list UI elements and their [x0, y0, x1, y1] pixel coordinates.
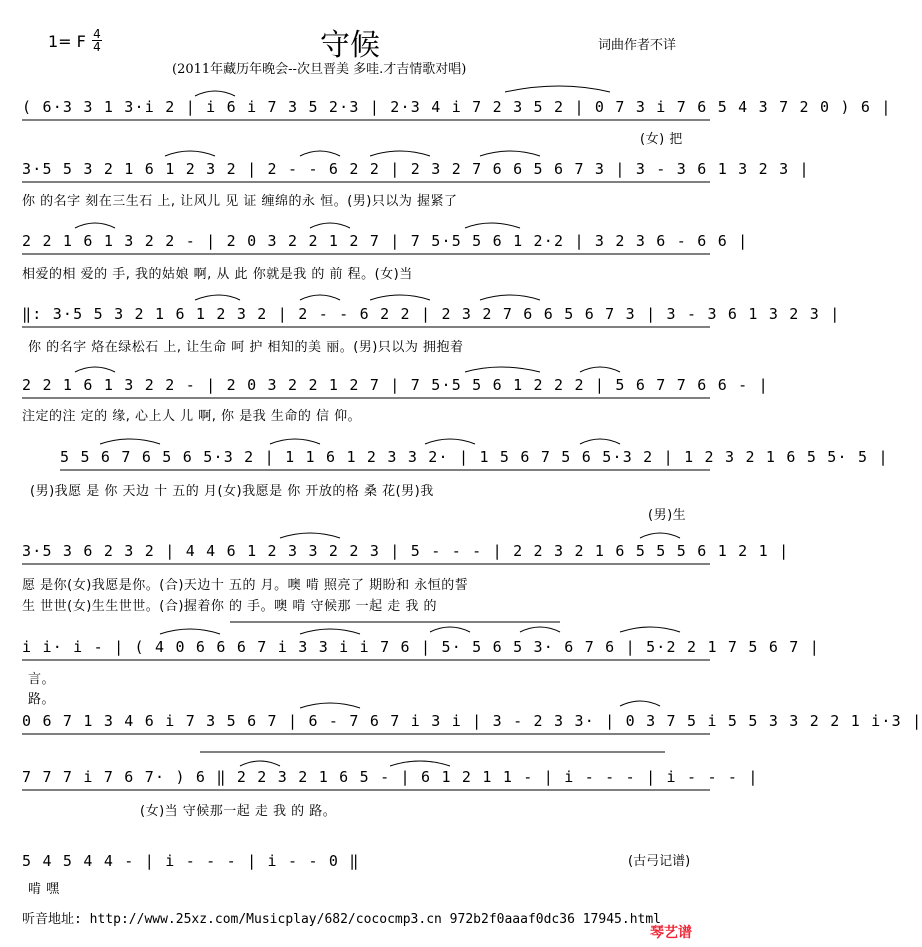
lyric-line-8b: 路。: [28, 692, 56, 707]
song-title: 守候: [320, 28, 380, 63]
lyric-line-7a: 愿 是你(女)我愿是你。(合)天边十 五的 月。噢 啃 照亮了 期盼和 永恒的誓: [22, 578, 469, 593]
lyric-line-5: 注定的注 定的 缘, 心上人 儿 啊, 你 是我 生命的 信 仰。: [22, 409, 362, 424]
author-credit: 词曲作者不详: [598, 38, 677, 53]
score-line-8: i i· i - | ( 4 0 6 6 6 7 i 3 3 i i 7 6 | 5· 5 6 5 3· 6 7 6 | 5·2 2 1 7 5 6 7 |: [22, 638, 820, 656]
lyric-line-3: 相爱的相 爱的 手, 我的姑娘 啊, 从 此 你就是我 的 前 程。(女)当: [22, 267, 413, 282]
score-line-9: 0 6 7 1 3 4 6 i 7 3 5 6 7 | 6 - 7 6 7 i 3 i | 3 - 2 3 3· | 0 3 7 5 i 5 5 3 3 2 2 1 i·3 |: [22, 712, 922, 730]
lyric-line-2: 你 的名字 刻在三生石 上, 让风儿 见 证 缠绵的永 恒。(男)只以为 握紧了: [22, 194, 458, 209]
lyric-line-6b: (男)生: [648, 508, 687, 523]
song-subtitle: (2011年藏历年晚会--次旦晋美 多哇.才吉情歌对唱): [172, 62, 467, 77]
score-line-11: 5 4 5 4 4 - | i - - - | i - - 0 ‖: [22, 852, 360, 870]
transcriber-note: (古弓记谱): [628, 854, 691, 869]
time-numerator: 4: [93, 27, 101, 41]
score-line-5: 2 2 1 6 1 3 2 2 - | 2 0 3 2 2 1 2 7 | 7 5·5 5 6 1 2 2 2 | 5 6 7 7 6 6 - |: [22, 376, 769, 394]
score-line-6: 5 5 6 7 6 5 6 5·3 2 | 1 1 6 1 2 3 3 2· | 1 5 6 7 5 6 5·3 2 | 1 2 3 2 1 6 5 5· 5 |: [60, 448, 889, 466]
lyric-line-4: 你 的名字 烙在绿松石 上, 让生命 呵 护 相知的美 丽。(男)只以为 拥抱着: [28, 340, 464, 355]
score-line-7: 3·5 3 6 2 3 2 | 4 4 6 1 2 3 3 2 2 3 | 5 - - - | 2 2 3 2 1 6 5 5 5 6 1 2 1 |: [22, 542, 790, 560]
score-line-4: ‖: 3·5 5 3 2 1 6 1 2 3 2 | 2 - - 6 2 2 | 2 3 2 7 6 6 5 6 7 3 | 3 - 3 6 1 3 2 3 |: [22, 305, 841, 323]
key-signature: 1= F: [48, 32, 86, 51]
watermark-logo: 琴艺谱: [650, 925, 692, 941]
lyric-line-6a: (男)我愿 是 你 天边 十 五的 月(女)我愿是 你 开放的格 桑 花(男)我: [30, 484, 434, 499]
score-line-2: 3·5 5 3 2 1 6 1 2 3 2 | 2 - - 6 2 2 | 2 3 2 7 6 6 5 6 7 3 | 3 - 3 6 1 3 2 3 |: [22, 160, 810, 178]
lyric-line-7b: 生 世世(女)生生世世。(合)握着你 的 手。噢 啃 守候那 一起 走 我 的: [22, 599, 437, 614]
lyric-line-10: (女)当 守候那一起 走 我 的 路。: [140, 804, 337, 819]
lyric-line-1: (女) 把: [640, 132, 683, 147]
lyric-line-8a: 言。: [28, 672, 56, 687]
lyric-line-11: 啃 嘿: [28, 882, 60, 897]
time-denominator: 4: [93, 40, 101, 54]
score-line-1: ( 6·3 3 1 3·i 2 | i 6 i 7 3 5 2·3 | 2·3 4 i 7 2 3 5 2 | 0 7 3 i 7 6 5 4 3 7 2 0 ) 6 |: [22, 98, 892, 116]
score-line-3: 2 2 1 6 1 3 2 2 - | 2 0 3 2 2 1 2 7 | 7 5·5 5 6 1 2·2 | 3 2 3 6 - 6 6 |: [22, 232, 749, 250]
score-line-10: 7 7 7 i 7 6 7· ) 6 ‖ 2 2 3 2 1 6 5 - | 6 1 2 1 1 - | i - - - | i - - - |: [22, 768, 759, 786]
listen-url[interactable]: 听音地址: http://www.25xz.com/Musicplay/682/cococmp3.cn 972b2f0aaaf0dc36 17945.html: [22, 912, 661, 927]
